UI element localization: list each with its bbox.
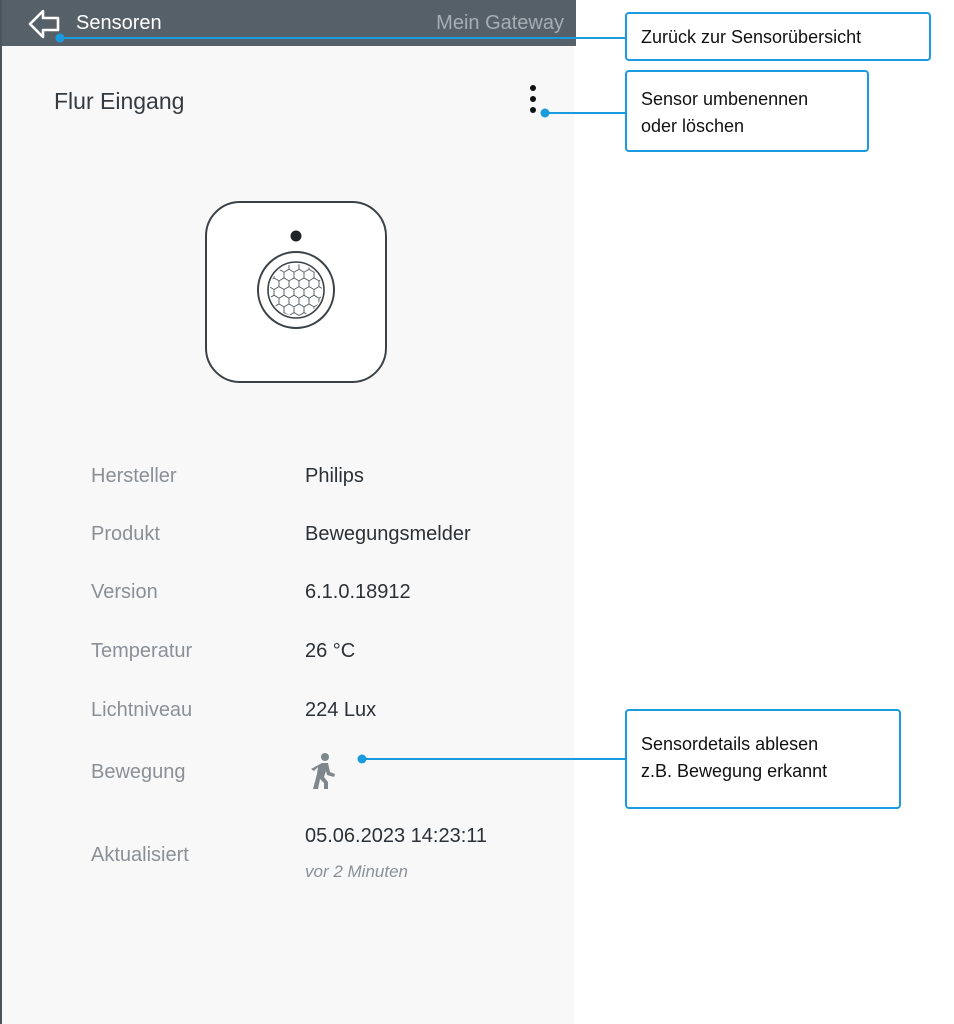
motion-sensor-device-icon [204,200,388,384]
detail-label: Hersteller [91,465,177,487]
detail-value: Philips [305,465,364,487]
detail-label: Temperatur [91,640,193,662]
detail-label: Version [91,581,158,603]
callout-text: Sensor umbenennen [641,89,809,109]
more-vertical-icon[interactable] [520,80,546,120]
relative-time: vor 2 Minuten [305,862,408,881]
callout-text: oder löschen [641,116,745,136]
detail-value: 6.1.0.18912 [305,581,411,603]
back-to-sensors-link[interactable]: Sensoren [76,12,162,34]
detail-value: 05.06.2023 14:23:11 [305,825,488,847]
detail-label: Bewegung [91,761,186,783]
callout-text: z.B. Bewegung erkannt [641,761,828,781]
callout-back [625,12,931,61]
detail-value: 224 Lux [305,699,377,721]
top-navigation-bar [2,0,576,46]
detail-label: Aktualisiert [91,844,189,866]
sensor-name: Flur Eingang [54,88,185,114]
callout-menu [625,70,869,152]
gateway-name: Mein Gateway [436,12,564,34]
callout-text: Sensordetails ablesen [641,734,819,754]
detail-value: Bewegungsmelder [305,523,471,545]
callout-details [625,709,901,809]
detail-label: Lichtniveau [91,699,193,721]
walking-person-icon [308,752,338,790]
detail-value: 26 °C [305,640,356,662]
arrow-left-icon[interactable] [26,8,62,40]
detail-label: Produkt [91,523,160,545]
callout-text: Zurück zur Sensorübersicht [641,27,862,47]
